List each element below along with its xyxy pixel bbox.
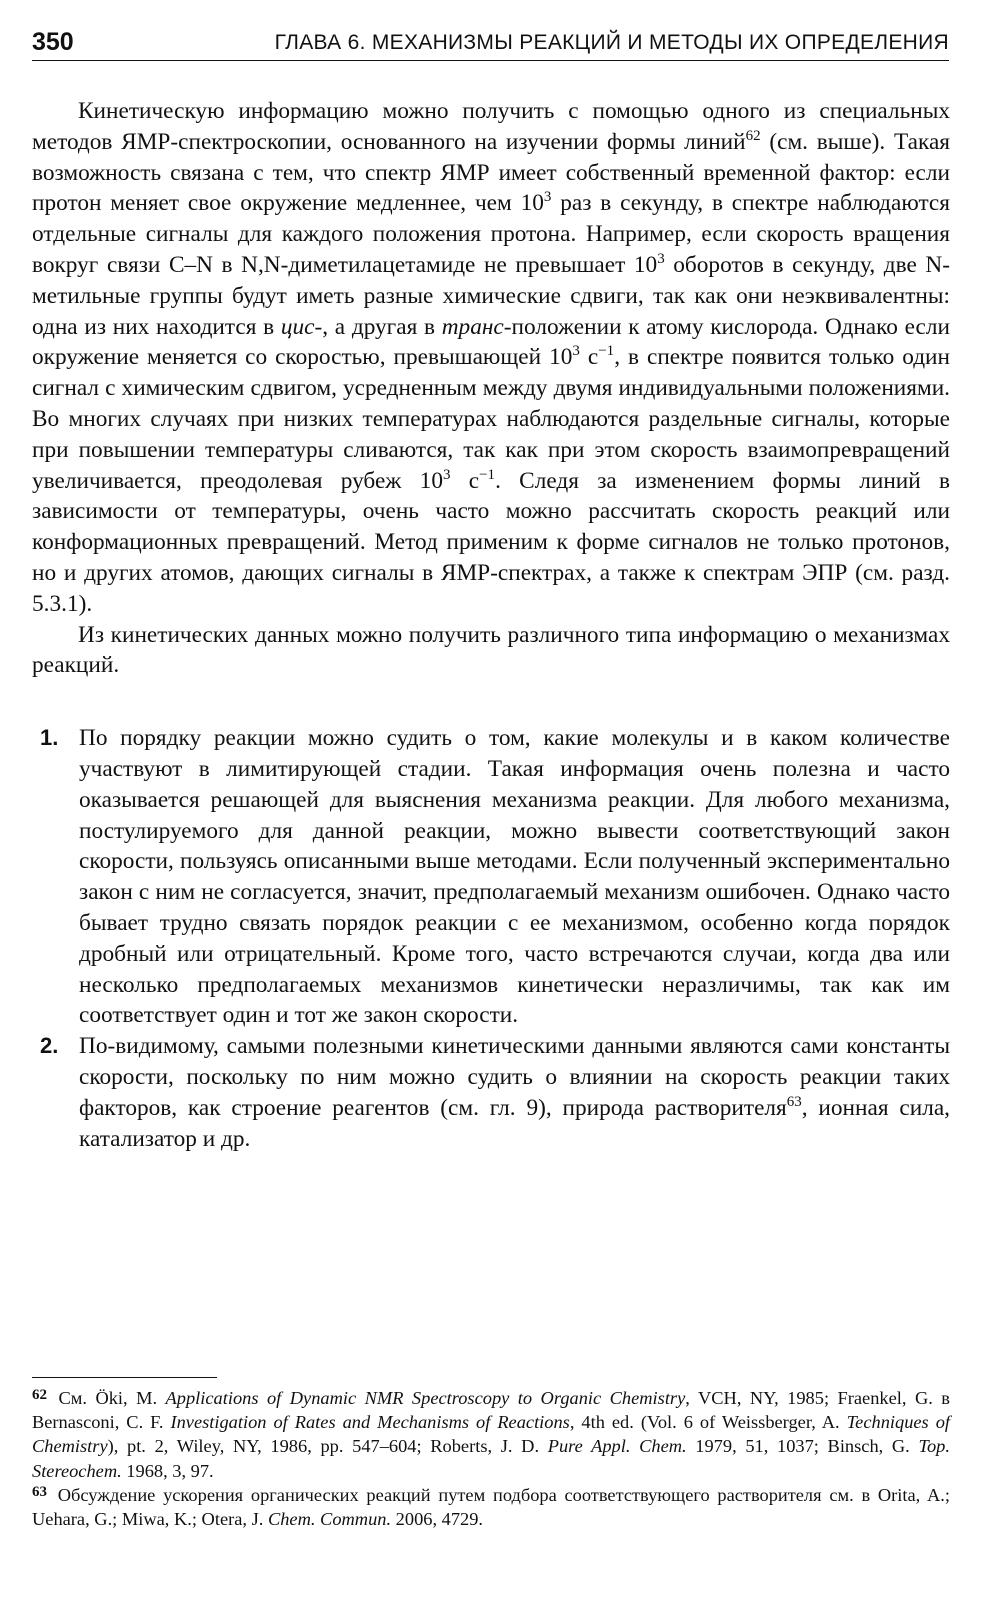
page-header [32,26,949,60]
superscript: 3 [442,466,451,483]
superscript: −1 [479,466,496,483]
running-head: ГЛАВА 6. МЕХАНИЗМЫ РЕАКЦИЙ И МЕТОДЫ ИХ ОПРЕДЕЛЕНИЯ [274,31,949,54]
footnote-ref-62[interactable]: 62 [745,127,761,144]
list-item [32,1031,950,1154]
text-run: с [450,467,480,494]
book-title: Techniques of Chemistry [32,1412,950,1457]
paragraph-2: Из кинетических данных можно получить различного типа информацию о механизмах реакций. [32,621,950,679]
footnote-62 [32,1386,950,1483]
numbered-list [32,723,950,1154]
italic-cis: цис- [280,313,323,340]
text-run: Кинетическую информацию можно получить с помощью одного из специальных методов ЯМР-спектроскопии, основанного на изучении формы линий [32,98,950,155]
footnote-mark: 62 [32,1387,47,1403]
superscript: 3 [657,250,665,267]
text-run: оборотов в секунду, две N-метильные группы будут иметь разные химические сдвиги, так как они неэквивалентны: одна из них находится в [32,251,950,340]
book-title: Applications of Dynamic NMR Spectroscopy to Organic Chemistry [165,1388,686,1408]
text-run: -положении к атому кислорода. Однако если окружение меняется со скоростью, превышающей 10 [32,313,950,371]
footnote-ref-63[interactable]: 63 [786,1093,802,1110]
footnotes [32,1386,950,1531]
text-run: 1968, 3, 97. [121,1460,214,1481]
paragraph-1 [32,96,950,620]
text-run: 1979, 51, 1037; Binsch, G. [686,1436,919,1457]
text-run: Обсуждение ускорения органических реакций путем подбора соответствующего растворителя см. в Orita, A.; Uehara, G.; Miwa, K.; Otera, J. [32,1484,950,1530]
text-run: , 4th ed. (Vol. 6 of Weissberger, A. [569,1412,847,1433]
text-run: (см. выше). Такая возможность связана с тем, что спектр ЯМР имеет собственный временной фактор: если протон меняет свое окружение медленнее, чем 10 [32,128,950,217]
superscript: 3 [543,189,552,206]
body-text [32,96,950,1154]
journal-title: Chem. Commun. [267,1509,392,1530]
page-number: 350 [32,28,74,56]
list-item [32,723,950,1031]
journal-title: Top. Stereochem. [32,1436,950,1481]
text-run: ), pt. 2, Wiley, NY, 1986, pp. 547–604; Roberts, J. D. [107,1436,548,1457]
header-rule [32,60,949,61]
text-run: с [579,344,599,371]
text-run: раз в секунду, в спектре наблюдаются отдельные сигналы для каждого положения протона. Например, если скорость вращения вокруг связи C–N в N,N-диметилацетамиде не превышает 10 [32,190,950,278]
text-run: 2006, 4729. [391,1509,484,1530]
text-run: , а другая в [322,313,442,340]
list-number: 2. [40,1033,59,1059]
superscript: −1 [598,343,615,360]
list-item-text: , ионная сила, катализатор и др. [79,1094,950,1152]
book-title: Investigation of Rates and Mechanisms of Reactions [170,1412,570,1433]
footnote-rule [32,1377,217,1378]
list-number: 1. [40,725,59,751]
list-item-text: По-видимому, самыми полезными кинетическими данными являются сами константы скорости, поскольку по ним можно судить о влиянии на скорость реакции таких факторов, как строение реагентов (см. гл. 9), природа растворителя [79,1033,950,1121]
superscript: 3 [572,343,580,360]
italic-trans: транс [441,313,504,340]
journal-title: Pure Appl. Chem. [547,1436,687,1457]
text-run: . Следя за изменением формы линий в зависимости от температуры, очень часто можно рассчитать скорость реакций или конформационных превращений. Метод применим к форме сигналов не только протонов, но и других атомов, дающих сигналы в ЯМР-спектрах, а также к спектрам ЭПР (см. разд. 5.3.1). [32,467,950,617]
text-run: См. Öki, M. [50,1388,166,1408]
text-run: , в спектре появится только один сигнал с химическим сдвигом, усредненным между двумя индивидуальными положениями. Во многих случаях при низких температурах наблюдаются раздельные сигналы, которые при повышении температуры сливаются, так как при этом скорость взаимопревращений увеличивается, преодолевая рубеж 10 [32,344,950,494]
footnote-mark: 63 [32,1483,47,1500]
text-run: , VCH, NY, 1985; Fraenkel, G. в Bernasconi, C. F. [32,1388,950,1433]
footnote-63 [32,1483,950,1531]
list-item-text: По порядку реакции можно судить о том, какие молекулы и в каком количестве участвуют в лимитирующей стадии. Такая информация очень полезна и часто оказывается решающей для выяснения механизма реакции. Для любого механизма, постулируемого для данной реакции, можно вывести соответствующий закон скорости, пользуясь описанными выше методами. Если полученный экспериментально закон с ним не согласуется, значит, предполагаемый механизм ошибочен. Однако часто бывает трудно связать порядок реакции с ее механизмом, особенно когда порядок дробный или отрицательный. Кроме того, часто встречаются случаи, когда два или несколько предполагаемых механизмов кинетически неразличимы, так как им соответствует один и тот же закон скорости. [79,725,950,1029]
